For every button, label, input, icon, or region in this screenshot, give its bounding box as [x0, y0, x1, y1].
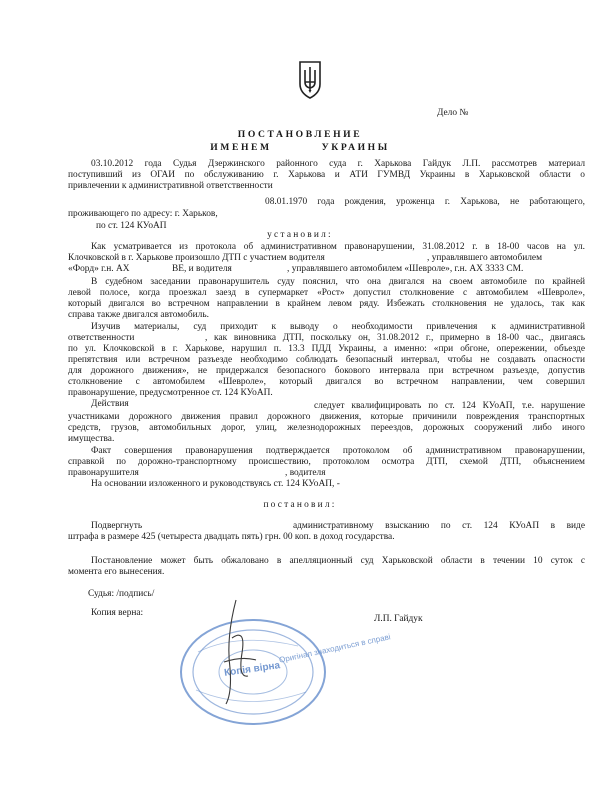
paragraph-line: Действия	[91, 399, 129, 409]
paragraph-line: ВЕ, и водителя	[172, 264, 232, 274]
paragraph-line: правонарушителя	[68, 468, 139, 478]
paragraph-line: Изучив материалы, суд приходит к выводу о необходимости привлечения к административной	[91, 322, 585, 332]
paragraph-line: , управлявшего автомобилем	[427, 253, 542, 263]
paragraph-line: столкновение с автомобилем «Шевроле», который двигался во встречном направлении, чем совершил	[68, 377, 585, 387]
paragraph-line: Клочковской в г. Харькове произошло ДТП с участием водителя	[68, 253, 325, 263]
judge-signature-label: Судья: /подпись/	[88, 589, 155, 599]
paragraph-line: штрафа в размере 425 (четыреста двадцать пять) грн. 00 коп. в доход государства.	[68, 532, 395, 542]
paragraph-line: , как виновника ДТП, поскольку он, 31.08.2012 г., примерно в 18-00 час., двигаясь	[205, 333, 585, 343]
paragraph-line: Подвергнуть	[91, 521, 143, 531]
paragraph-line: справа также двигался автомобиль.	[68, 310, 209, 320]
paragraph-line: для дорожного движения», не придержался безопасного бокового интервала при встречном разъезде, допустив	[68, 366, 585, 376]
paragraph-line: , водителя	[285, 468, 326, 478]
paragraph-line: На основании изложенного и руководствуясь ст. 124 КУоАП, -	[91, 479, 340, 489]
paragraph-line: ответственности	[68, 333, 135, 343]
paragraph-line: имущества.	[68, 434, 115, 444]
paragraph-line: участниками дорожного движения правил дорожного движения, которые причинили повреждения транспортных	[68, 412, 585, 422]
stamp-center-text: Копія вірна	[223, 660, 281, 679]
case-number: Дело №	[437, 108, 469, 118]
document-title: ПОСТАНОВЛЕНИЕ	[237, 129, 363, 140]
paragraph-line: следует квалифицировать по ст. 124 КУоАП, т.е. нарушение	[314, 401, 585, 411]
section-heading-established: установил:	[267, 230, 333, 240]
paragraph-line: «Форд» г.н. АХ	[68, 264, 130, 274]
intro-line: 08.01.1970 года рождения, уроженца г. Харькова, не работающего,	[265, 197, 585, 207]
section-heading-resolved: постановил:	[263, 500, 337, 510]
paragraph-line: Постановление может быть обжаловано в апелляционный суд Харьковской области в течении 10 суток с	[91, 556, 585, 566]
paragraph-line: В судебном заседании правонарушитель суду пояснил, что она двигался на своем автомобиле по крайней	[91, 277, 585, 287]
paragraph-line: правонарушение, предусмотренное ст. 124 КУоАП.	[68, 388, 273, 398]
stamp-text: Оригінал знаходиться в справі	[278, 632, 392, 665]
judge-name: Л.П. Гайдук	[374, 614, 423, 624]
coat-of-arms-icon	[297, 60, 323, 100]
paragraph-line: Факт совершения правонарушения подтверждается протоколом об административном правонарушении,	[91, 446, 585, 456]
paragraph-line: Как усматривается из протокола об административном правонарушении, 31.08.2012 г. в 18-00 часов на ул.	[91, 242, 585, 252]
paragraph-line: препятствия или встречном разъезде необходимо соблюдать безопасный интервал, чтобы не создавать опасности	[68, 355, 585, 365]
paragraph-line: , управлявшего автомобилем «Шевроле», г.н. АХ 3333 СМ.	[287, 264, 524, 274]
paragraph-line: по ул. Клочковской в г. Харькове, нарушил п. 13.3 ПДД Украины, а именно: «при обгоне, опережении, объезде	[68, 344, 585, 354]
intro-line: 03.10.2012 года Судья Дзержинского районного суда г. Харькова Гайдук Л.П. рассмотрев материал	[91, 159, 585, 169]
paragraph-line: средств, грузов, автомобильных дорог, улиц, железнодорожных переездов, дорожных сооружений либо иного	[68, 423, 585, 433]
paragraph-line: момента его вынесения.	[68, 567, 165, 577]
paragraph-line: который двигался во встречном направлении в крайнем левом ряду. Избежать столкновения не удалось, так как	[68, 299, 585, 309]
intro-line: проживающего по адресу: г. Харьков,	[68, 209, 218, 219]
paragraph-line: справкой по дорожно-транспортному происшествию, протоколом осмотра ДТП, схемой ДТП, объяснением	[68, 457, 585, 467]
intro-line: поступивший из ОГАИ по обслуживанию г. Харькова и АТИ ГУМВД Украины в Харьковской области о	[68, 170, 585, 180]
document-subtitle: ИМЕНЕМ УКРАИНЫ	[210, 142, 390, 153]
copy-true-label: Копия верна:	[91, 608, 144, 618]
intro-line: привлечении к административной ответственности	[68, 181, 273, 191]
paragraph-line: левой полосе, когда проезжал заезд в супермаркет «Рост» допустил столкновение с автомобилем «Шевроле»,	[68, 288, 585, 298]
handwritten-signature	[196, 598, 276, 708]
intro-line: по ст. 124 КУоАП	[96, 221, 167, 231]
paragraph-line: административному взысканию по ст. 124 КУоАП в виде	[293, 521, 585, 531]
